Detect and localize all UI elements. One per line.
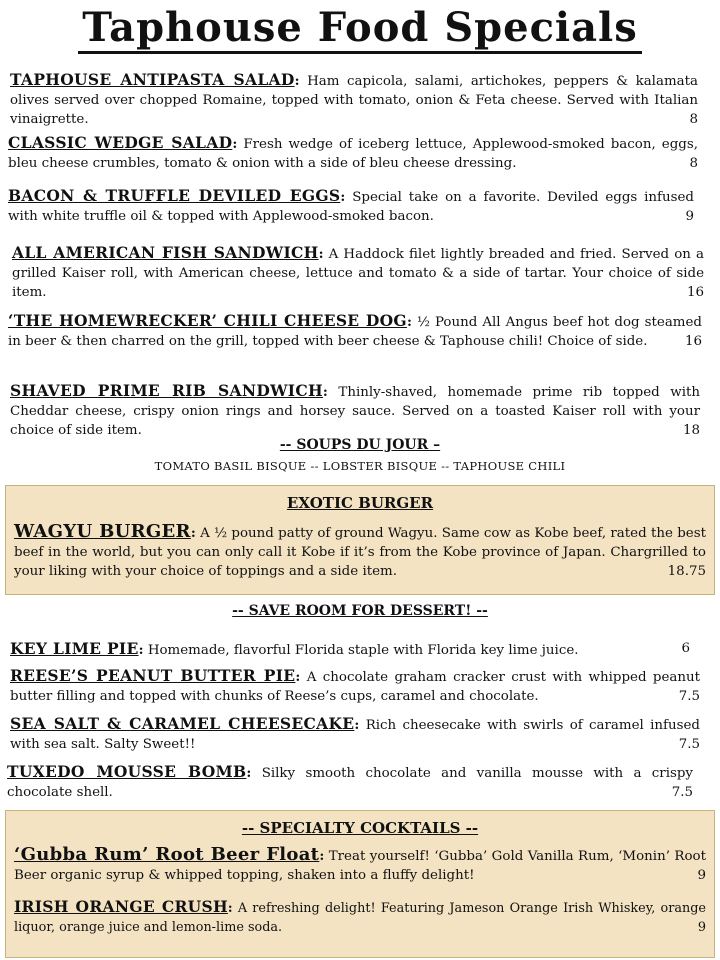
item-description: Homemade, flavorful Florida staple with Florida key lime juice. bbox=[147, 643, 579, 658]
item-name: CLASSIC WEDGE SALAD bbox=[8, 133, 233, 152]
cocktails-heading: -- SPECIALTY COCKTAILS -- bbox=[241, 819, 479, 837]
item-price: 6 bbox=[681, 641, 690, 656]
item-description: Rich cheesecake with swirls of caramel infused with sea salt. Salty Sweet!! bbox=[10, 718, 700, 752]
item-description: Thinly-shaved, homemade prime rib topped with Cheddar cheese, crispy onion rings and horsey sauce. Served on a toasted Kaiser roll with your choice of side item. bbox=[10, 385, 700, 438]
menu-item-root-beer-float: ‘Gubba Rum’ Root Beer Float: Treat yourself! ‘Gubba’ Gold Vanilla Rum, ‘Monin’ Root Beer organic syrup & whipped topping, shaken into a fluffy delight! 9 bbox=[14, 844, 706, 883]
item-price: 8 bbox=[689, 156, 698, 171]
item-description: A Haddock filet lightly breaded and fried. Served on a grilled Kaiser roll, with American cheese, lettuce and tomato & a side of tartar. Your choice of side item. bbox=[12, 247, 704, 300]
item-description: Treat yourself! ‘Gubba’ Gold Vanilla Rum, ‘Monin’ Root Beer organic syrup & whipped topping, shaken into a fluffy delight! bbox=[14, 849, 706, 883]
item-name: ‘THE HOMEWRECKER’ CHILI CHEESE DOG bbox=[8, 311, 407, 330]
item-description: A chocolate graham cracker crust with whipped peanut butter filling and topped with chunks of Reese’s cups, caramel and chocolate. bbox=[10, 670, 700, 704]
menu-item-chili-cheese-dog: ‘THE HOMEWRECKER’ CHILI CHEESE DOG: ½ Pound All Angus beef hot dog steamed in beer & then charred on the grill, topped with beer cheese & Taphouse chili! Choice of side. 16 bbox=[8, 311, 703, 349]
soups-heading: -- SOUPS DU JOUR – bbox=[279, 437, 441, 453]
item-name: BACON & TRUFFLE DEVILED EGGS bbox=[8, 186, 341, 205]
item-name: TAPHOUSE ANTIPASTA SALAD bbox=[10, 70, 295, 89]
item-name: ALL AMERICAN FISH SANDWICH bbox=[12, 243, 319, 262]
dessert-heading: -- SAVE ROOM FOR DESSERT! -- bbox=[232, 603, 488, 619]
item-name: KEY LIME PIE bbox=[10, 639, 139, 658]
item-description: A ½ pound patty of ground Wagyu. Same cow as Kobe beef, rated the best beef in the world, but you can only call it Kobe if it’s from the Kobe province of Japan. Chargrilled to your liking with your choice of toppings and a side item. bbox=[14, 526, 706, 579]
menu-item-wedge-salad: CLASSIC WEDGE SALAD: Fresh wedge of iceberg lettuce, Applewood-smoked bacon, eggs, bleu cheese crumbles, tomato & onion with a side of bleu cheese dressing. 8 bbox=[8, 133, 698, 171]
item-price: 7.5 bbox=[678, 737, 700, 752]
item-price: 18.75 bbox=[667, 564, 706, 579]
menu-item-wagyu-burger: WAGYU BURGER: A ½ pound patty of ground Wagyu. Same cow as Kobe beef, rated the best beef in the world, but you can only call it Kobe if it’s from the Kobe province of Japan. Chargrilled to your liking with your choice of toppings and a side item. 18.75 bbox=[14, 521, 706, 579]
item-price: 9 bbox=[685, 209, 694, 224]
item-price: 7.5 bbox=[671, 785, 693, 800]
item-price: 18 bbox=[682, 423, 700, 438]
item-description: ½ Pound All Angus beef hot dog steamed in beer & then charred on the grill, topped with beer cheese & Taphouse chili! Choice of side. bbox=[8, 315, 703, 349]
item-name: ‘Gubba Rum’ Root Beer Float bbox=[14, 844, 320, 865]
exotic-burger-panel bbox=[5, 485, 715, 595]
menu-item-mousse-bomb: TUXEDO MOUSSE BOMB: Silky smooth chocolate and vanilla mousse with a crispy chocolate shell. 7.5 bbox=[7, 762, 693, 800]
item-price: 9 bbox=[697, 920, 706, 935]
item-price: 7.5 bbox=[678, 689, 700, 704]
menu-item-fish-sandwich: ALL AMERICAN FISH SANDWICH: A Haddock filet lightly breaded and fried. Served on a grilled Kaiser roll, with American cheese, lettuce and tomato & a side of tartar. Your choice of side item. 16 bbox=[12, 243, 704, 300]
soups-list: TOMATO BASIL BISQUE -- LOBSTER BISQUE -- TAPHOUSE CHILI bbox=[154, 459, 566, 473]
menu-item-reeses-pie: REESE’S PEANUT BUTTER PIE: A chocolate graham cracker crust with whipped peanut butter filling and topped with chunks of Reese’s cups, caramel and chocolate. 7.5 bbox=[10, 666, 700, 704]
item-price: 8 bbox=[689, 112, 698, 127]
item-name: WAGYU BURGER bbox=[14, 521, 191, 542]
item-name: SEA SALT & CARAMEL CHEESECAKE bbox=[10, 714, 355, 733]
cocktails-panel bbox=[5, 810, 715, 958]
item-description: Fresh wedge of iceberg lettuce, Applewood-smoked bacon, eggs, bleu cheese crumbles, tomato & onion with a side of bleu cheese dressing. bbox=[8, 137, 698, 171]
item-description: Ham capicola, salami, artichokes, peppers & kalamata olives served over chopped Romaine, topped with tomato, onion & Feta cheese. Served with Italian vinaigrette. bbox=[10, 74, 698, 127]
item-price: 16 bbox=[684, 334, 702, 349]
item-name: SHAVED PRIME RIB SANDWICH bbox=[10, 381, 323, 400]
item-name: IRISH ORANGE CRUSH bbox=[14, 897, 228, 916]
item-name: REESE’S PEANUT BUTTER PIE bbox=[10, 666, 296, 685]
exotic-burger-heading: EXOTIC BURGER bbox=[286, 494, 434, 512]
item-description: Special take on a favorite. Deviled eggs infused with white truffle oil & topped with Applewood-smoked bacon. bbox=[8, 190, 694, 224]
menu-item-irish-orange-crush: IRISH ORANGE CRUSH: A refreshing delight! Featuring Jameson Orange Irish Whiskey, orange liquor, orange juice and lemon-lime soda. 9 bbox=[14, 897, 706, 935]
menu-item-prime-rib-sandwich: SHAVED PRIME RIB SANDWICH: Thinly-shaved, homemade prime rib topped with Cheddar cheese, crispy onion rings and horsey sauce. Served on a toasted Kaiser roll with your choice of side item. 18 bbox=[10, 381, 700, 438]
menu-item-cheesecake: SEA SALT & CARAMEL CHEESECAKE: Rich cheesecake with swirls of caramel infused with sea salt. Salty Sweet!! 7.5 bbox=[10, 714, 700, 752]
menu-item-key-lime-pie: KEY LIME PIE: Homemade, flavorful Florida staple with Florida key lime juice. 6 bbox=[10, 639, 690, 658]
menu-item-deviled-eggs: BACON & TRUFFLE DEVILED EGGS: Special take on a favorite. Deviled eggs infused with white truffle oil & topped with Applewood-smoked bacon. 9 bbox=[8, 186, 694, 224]
menu-title bbox=[0, 4, 720, 51]
menu-title-text: Taphouse Food Specials bbox=[78, 4, 642, 54]
item-name: TUXEDO MOUSSE BOMB bbox=[7, 762, 247, 781]
item-description: Silky smooth chocolate and vanilla mousse with a crispy chocolate shell. bbox=[7, 766, 693, 800]
item-price: 16 bbox=[686, 285, 704, 300]
item-price: 9 bbox=[697, 868, 706, 883]
menu-item-antipasta-salad: TAPHOUSE ANTIPASTA SALAD: Ham capicola, salami, artichokes, peppers & kalamata olives served over chopped Romaine, topped with tomato, onion & Feta cheese. Served with Italian vinaigrette. 8 bbox=[10, 70, 698, 127]
item-description: A refreshing delight! Featuring Jameson Orange Irish Whiskey, orange liquor, orange juice and lemon-lime soda. bbox=[14, 901, 706, 935]
